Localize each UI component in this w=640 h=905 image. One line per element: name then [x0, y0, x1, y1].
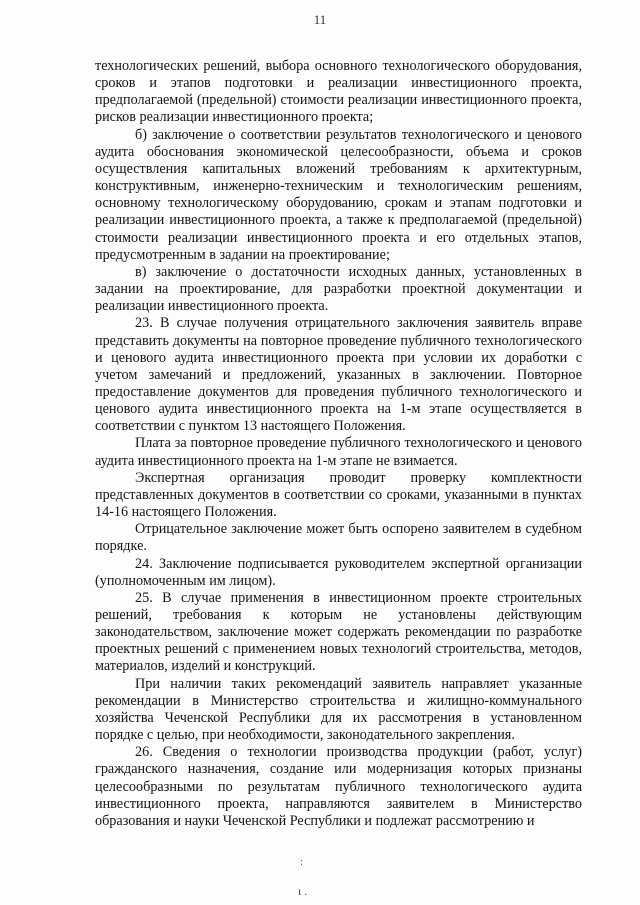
paragraph-item-v: в) заключение о достаточности исходных данных, установленных в задании на проектирование, для разработки проектной документации и реализации инвестиционного проекта. — [95, 263, 582, 315]
paragraph-continuation: технологических решений, выбора основного технологического оборудования, сроков и этапов подготовки и реализации инвестиционного проекта, предполагаемой (предельной) стоимости реализации инвестиционного проекта, рисков реализации инвестиционного проекта; — [95, 58, 582, 126]
paragraph-clause-23: 23. В случае получения отрицательного заключения заявитель вправе представить документы на повторное проведение публичного технологического и ценового аудита инвестиционного проекта при условии их доработки с учетом замечаний и предложений, указанных в заключении. Повторное предоставление документов для проведения публичного технологического и ценового аудита инвестиционного проекта на 1-м этапе осуществляется в соответствии с пунктом 13 настоящего Положения. — [95, 315, 582, 435]
paragraph-fee-note: Плата за повторное проведение публичного технологического и ценового аудита инвестиционного проекта на 1-м этапе не взимается. — [95, 435, 582, 469]
paragraph-clause-24: 24. Заключение подписывается руководителем экспертной организации (уполномоченным им лицом). — [95, 555, 582, 589]
paragraph-clause-25: 25. В случае применения в инвестиционном проекте строительных решений, требования к которым не установлены действующим законодательством, заключение может содержать рекомендации по разработке проектных решений с применением новых технологий строительства, методов, материалов, изделий и конструкций. — [95, 589, 582, 675]
paragraph-recommendations: При наличии таких рекомендаций заявитель направляет указанные рекомендации в Министерство строительства и жилищно-коммунального хозяйства Чеченской Республики для их рассмотрения в установленном порядке с целью, при необходимости, законодательного закрепления. — [95, 675, 582, 744]
page-number: 11 — [313, 12, 327, 27]
paragraph-clause-26: 26. Сведения о технологии производства продукции (работ, услуг) гражданского назначения, создание или модернизация которых признаны целесообразными по результатам публичного технологического аудита инвестиционного проекта, направляются заявителем в Министерство образования и науки Чеченской Республики и подлежат рассмотрению и — [95, 744, 582, 829]
footer-mark: ι . — [298, 884, 308, 898]
document-body — [95, 58, 582, 830]
paragraph-item-b: б) заключение о соответствии результатов технологического и ценового аудита обоснования экономической целесообразности, объема и сроков осуществления капитальных вложений требованиям к архитектурным, конструктивным, инженерно-техническим и технологическим решениям, основному технологическому оборудованию, срокам и этапам подготовки и реализации инвестиционного проекта, а также к предполагаемой (предельной) стоимости реализации инвестиционного проекта и его отдельных этапов, предусмотренным в задании на проектирование; — [95, 126, 582, 263]
footer-mark: : — [300, 856, 304, 868]
paragraph-appeal: Отрицательное заключение может быть оспорено заявителем в судебном порядке. — [95, 521, 582, 555]
paragraph-completeness-check: Экспертная организация проводит проверку комплектности представленных документов в соответствии со сроками, указанными в пунктах 14-16 настоящего Положения. — [95, 469, 582, 521]
